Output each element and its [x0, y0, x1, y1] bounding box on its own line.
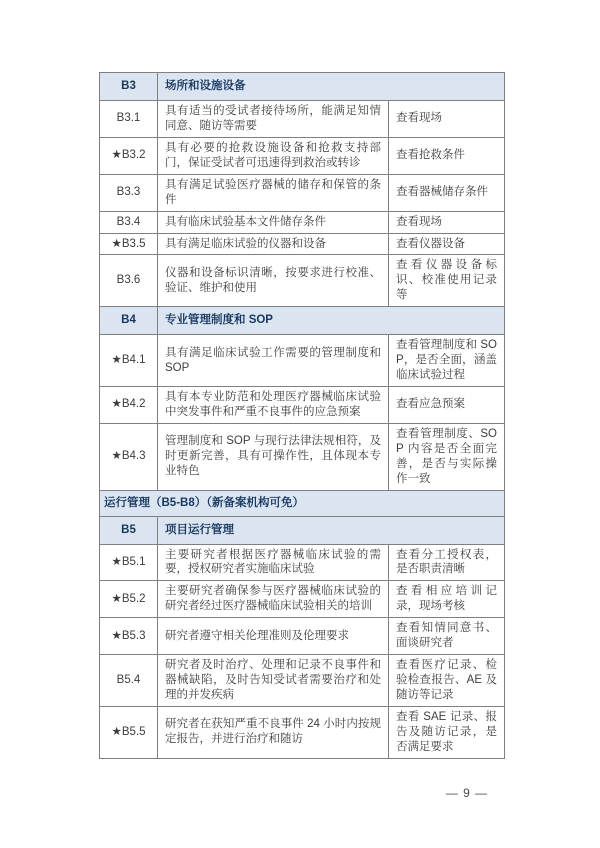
item-method: 查看现场: [389, 211, 505, 233]
checklist-table: [99, 72, 505, 759]
item-description: 仪器和设备标识清晰，按要求进行校准、验证、维护和使用: [158, 255, 389, 307]
item-method: 查看仪器设备: [389, 233, 505, 255]
item-method: 查看 SAE 记录、报告及随访记录，是否满足要求: [389, 706, 505, 758]
section-code: B5: [100, 516, 158, 544]
section-title: 项目运行管理: [158, 516, 505, 544]
item-method: 查看抢救条件: [389, 137, 505, 174]
item-code: ★B4.3: [100, 423, 158, 490]
group-header-row: [100, 490, 505, 516]
table-row: [100, 335, 505, 387]
item-code: ★B4.1: [100, 335, 158, 387]
item-method: 查看现场: [389, 100, 505, 137]
group-title: 运行管理（B5-B8）（新备案机构可免）: [100, 490, 505, 516]
item-code: ★B4.2: [100, 387, 158, 424]
item-code: ★B5.3: [100, 618, 158, 655]
item-code: B3.4: [100, 211, 158, 233]
table-row: [100, 255, 505, 307]
item-code: B3.6: [100, 255, 158, 307]
item-description: 研究者及时治疗、处理和记录不良事件和器械缺陷，及时告知受试者需要治疗和处理的并发疾病: [158, 655, 389, 707]
item-description: 具有临床试验基本文件储存条件: [158, 211, 389, 233]
item-method: 查看器械储存条件: [389, 174, 505, 211]
table-row: [100, 423, 505, 490]
section-header-row: [100, 307, 505, 335]
item-description: 具有满足临床试验的仪器和设备: [158, 233, 389, 255]
section-code: B3: [100, 73, 158, 101]
item-method: 查看管理制度和 SOP，是否全面，涵盖临床试验过程: [389, 335, 505, 387]
table-row: [100, 233, 505, 255]
item-code: ★B3.5: [100, 233, 158, 255]
table-row: [100, 387, 505, 424]
section-code: B4: [100, 307, 158, 335]
item-method: 查看应急预案: [389, 387, 505, 424]
section-header-row: [100, 73, 505, 101]
section-title: 场所和设施设备: [158, 73, 505, 101]
item-description: 研究者在获知严重不良事件 24 小时内按规定报告，并进行治疗和随访: [158, 706, 389, 758]
item-code: ★B5.5: [100, 706, 158, 758]
item-code: ★B5.1: [100, 544, 158, 581]
item-method: 查看知情同意书、面谈研究者: [389, 618, 505, 655]
table-row: [100, 544, 505, 581]
item-method: 查看医疗记录、检验检查报告、AE 及随访等记录: [389, 655, 505, 707]
item-code: ★B5.2: [100, 581, 158, 618]
item-description: 具有满足试验医疗器械的储存和保管的条件: [158, 174, 389, 211]
item-method: 查看仪器设备标识、校准使用记录等: [389, 255, 505, 307]
item-description: 管理制度和 SOP 与现行法律法规相符，及时更新完善，具有可操作性，且体现本专业特色: [158, 423, 389, 490]
table-row: [100, 100, 505, 137]
table-row: [100, 706, 505, 758]
item-code: B3.3: [100, 174, 158, 211]
item-description: 具有满足临床试验工作需要的管理制度和 SOP: [158, 335, 389, 387]
checklist-table-wrap: [99, 72, 504, 759]
table-row: [100, 211, 505, 233]
section-title: 专业管理制度和 SOP: [158, 307, 505, 335]
item-method: 查看相应培训记录，现场考核: [389, 581, 505, 618]
section-header-row: [100, 516, 505, 544]
table-row: [100, 174, 505, 211]
table-row: [100, 137, 505, 174]
item-method: 查看分工授权表，是否职责清晰: [389, 544, 505, 581]
table-row: [100, 655, 505, 707]
item-description: 主要研究者确保参与医疗器械临床试验的研究者经过医疗器械临床试验相关的培训: [158, 581, 389, 618]
item-code: B3.1: [100, 100, 158, 137]
item-method: 查看管理制度、SOP 内容是否全面完善，是否与实际操作一致: [389, 423, 505, 490]
item-description: 主要研究者根据医疗器械临床试验的需要，授权研究者实施临床试验: [158, 544, 389, 581]
item-code: B5.4: [100, 655, 158, 707]
item-description: 具有必要的抢救设施设备和抢救支持部门，保证受试者可迅速得到救治或转诊: [158, 137, 389, 174]
table-row: [100, 581, 505, 618]
item-description: 研究者遵守相关伦理准则及伦理要求: [158, 618, 389, 655]
item-description: 具有适当的受试者接待场所，能满足知情同意、随访等需要: [158, 100, 389, 137]
item-code: ★B3.2: [100, 137, 158, 174]
table-row: [100, 618, 505, 655]
item-description: 具有本专业防范和处理医疗器械临床试验中突发事件和严重不良事件的应急预案: [158, 387, 389, 424]
page-number: — 9 —: [445, 786, 489, 800]
